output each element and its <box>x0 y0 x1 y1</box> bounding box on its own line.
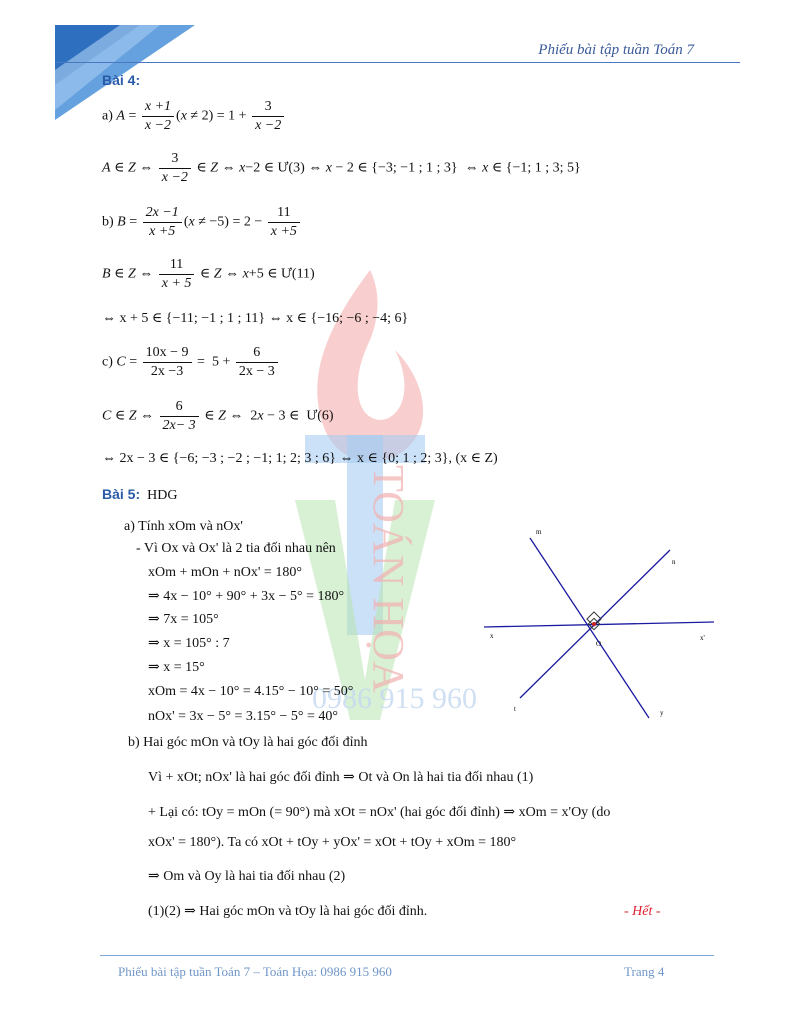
bai5-a-step1: - Vì Ox và Ox' là 2 tia đối nhau nên <box>136 541 336 556</box>
bai4-b-result: ⇔ x + 5 ∈ {−11; −1 ; 1 ; 11} ⇔ x ∈ {−16; −6 ; −4; 6} <box>102 311 409 326</box>
bai5-hdg: HDG <box>147 488 178 503</box>
bai5-a-step3: ⇒ 4x − 10° + 90° + 3x − 5° = 180° <box>148 589 345 604</box>
label-n: n <box>672 558 676 566</box>
bai4-b-condition: B ∈ Z ⇔ $\frac{11}{x + 5}$ ∈ Z ⇔ x+5 ∈ Ư(11) <box>102 257 315 291</box>
bai4-title: Bài 4: <box>102 72 141 88</box>
bai4-b: b) B = $\frac{2x -1}{x +5}$ (x ≠ −5) = 2 − $\frac{11}{x +5}$ <box>102 206 302 239</box>
angle-figure <box>484 522 724 722</box>
bai4-c-label: c) <box>102 354 113 370</box>
bai5-b-heading: b) Hai góc mOn và tOy là hai góc đối đỉnh <box>128 735 368 750</box>
bai5-a-step4: ⇒ 7x = 105° <box>148 612 219 627</box>
label-m: m <box>536 528 542 536</box>
bai4-b-label: b) <box>102 214 114 230</box>
bai5-a-step6: ⇒ x = 15° <box>148 660 205 675</box>
bai4-c-condition: C ∈ Z ⇔ $\frac{6}{2x- 3}$ ∈ Z ⇔ 2x − 3 ∈ Ư(6) <box>102 399 334 433</box>
label-x: x <box>490 632 494 640</box>
bai4-a-label: a) <box>102 108 113 124</box>
bai5-a-step2: xOm + mOn + nOx' = 180° <box>148 565 302 580</box>
bai5-b-step4: ⇒ Om và Oy là hai tia đối nhau (2) <box>148 869 346 884</box>
label-t: t <box>514 705 516 713</box>
footer-page-number: Trang 4 <box>624 964 665 979</box>
label-x-prime: x' <box>700 634 705 642</box>
bai5-heading <box>102 487 177 503</box>
bai4-c-result: ⇔ 2x − 3 ∈ {−6; −3 ; −2 ; −1; 1; 2; 3 ; 6} ⇔ x ∈ {0; 1 ; 2; 3}, (x ∈ Z) <box>102 451 498 466</box>
footer-divider <box>100 955 714 956</box>
watermark-phone: 0986 915 960 <box>312 682 477 715</box>
bai5-b-step2: + Lại có: tOy = mOn (= 90°) mà xOt = nOx' (hai góc đối đỉnh) ⇒ xOm = x'Oy (do <box>148 805 611 820</box>
label-o: O <box>596 640 602 648</box>
bai5-title: Bài 5: <box>102 486 141 502</box>
page-header: Phiếu bài tập tuần Toán 7 <box>538 42 694 58</box>
label-y: y <box>660 709 664 717</box>
bai4-a: a) A = $\frac{x +1}{x -2}$ (x ≠ 2) = 1 + $\frac{3}{x -2}$ <box>102 100 286 133</box>
bai5-b-conclusion: (1)(2) ⇒ Hai góc mOn và tOy là hai góc đối đỉnh. <box>148 904 428 919</box>
bai5-a-heading: a) Tính xOm và nOx' <box>124 519 243 534</box>
bai5-b-step3: xOx' = 180°). Ta có xOt + tOy + yOx' = xOt + tOy + xOm = 180° <box>148 835 517 850</box>
bai4-c: c) C = $\frac{10x - 9}{2x -3}$ = 5 + $\frac{6}{2x - 3}$ <box>102 346 280 379</box>
end-mark: - Hết - <box>624 904 661 919</box>
bai5-a-step8: nOx' = 3x − 5° = 3.15° − 5° = 40° <box>148 709 339 724</box>
bai5-a-step5: ⇒ x = 105° : 7 <box>148 636 230 651</box>
footer-left: Phiếu bài tập tuần Toán 7 – Toán Họa: 0986 915 960 <box>118 964 392 979</box>
bai5-a-step7: xOm = 4x − 10° = 4.15° − 10° = 50° <box>148 684 354 699</box>
watermark-brand: TOÁN HỌA <box>364 465 413 693</box>
header-divider <box>55 62 740 63</box>
bai5-b-step1: Vì + xOt; nOx' là hai góc đối đỉnh ⇒ Ot và On là hai tia đối nhau (1) <box>148 770 534 785</box>
bai4-a-condition: A ∈ Z ⇔ $\frac{3}{x -2}$ ∈ Z ⇔ x−2 ∈ Ư(3) ⇔ x − 2 ∈ {−3; −1 ; 1 ; 3} ⇔ x ∈ {−1; 1 ; 3; 5} <box>102 151 581 185</box>
